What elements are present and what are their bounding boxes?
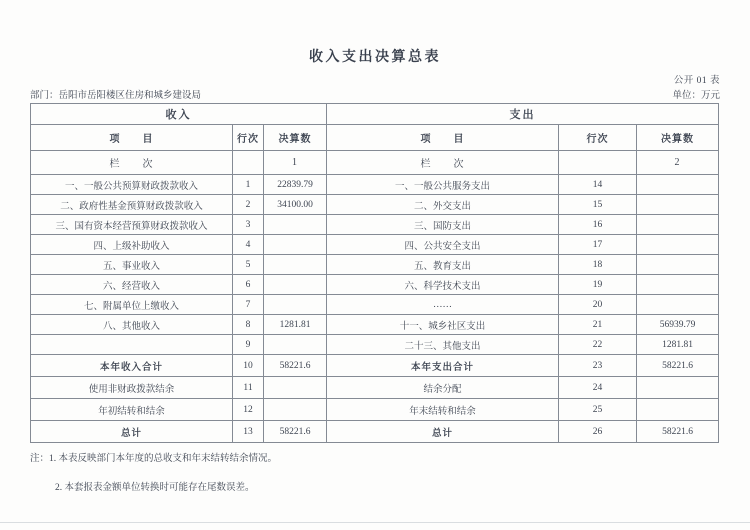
expense-line-header: 行次 xyxy=(559,125,637,151)
income-amount: 22839.79 xyxy=(264,175,327,195)
income-item: 四、上级补助收入 xyxy=(31,235,233,255)
income-amount xyxy=(264,215,327,235)
income-item: 五、事业收入 xyxy=(31,255,233,275)
table-row xyxy=(31,335,719,355)
expense-item: 十一、城乡社区支出 xyxy=(327,315,559,335)
expense-amount-header: 决算数 xyxy=(637,125,719,151)
table-row xyxy=(31,195,719,215)
expense-item: 本年支出合计 xyxy=(327,355,559,377)
income-amount: 1281.81 xyxy=(264,315,327,335)
expense-lanci-blank xyxy=(559,151,637,175)
grand-total-row xyxy=(31,421,719,443)
income-section-header: 收入 xyxy=(31,104,327,125)
income-line-no: 13 xyxy=(233,421,264,443)
income-line-no: 10 xyxy=(233,355,264,377)
income-line-no: 12 xyxy=(233,399,264,421)
income-item: 六、经营收入 xyxy=(31,275,233,295)
expense-item: 一、一般公共服务支出 xyxy=(327,175,559,195)
expense-item: 结余分配 xyxy=(327,377,559,399)
unit-label: 单位：万元 xyxy=(672,91,720,101)
table-row xyxy=(31,315,719,335)
expense-item: 二十三、其他支出 xyxy=(327,335,559,355)
table-row xyxy=(31,255,719,275)
expense-amount: 58221.6 xyxy=(637,355,719,377)
expense-amount xyxy=(637,195,719,215)
income-amount xyxy=(264,335,327,355)
income-amount xyxy=(264,295,327,315)
income-line-no: 2 xyxy=(233,195,264,215)
section-header-row xyxy=(31,104,719,125)
column-number-row xyxy=(31,151,719,175)
expense-column-number: 2 xyxy=(637,151,719,175)
expense-line-no: 17 xyxy=(559,235,637,255)
expense-line-no: 23 xyxy=(559,355,637,377)
income-item xyxy=(31,335,233,355)
income-line-header: 行次 xyxy=(233,125,264,151)
income-item: 七、附属单位上缴收入 xyxy=(31,295,233,315)
income-lanci-label: 栏 次 xyxy=(31,151,233,175)
department-label: 部门：岳阳市岳阳楼区住房和城乡建设局 xyxy=(30,91,202,101)
income-amount-header: 决算数 xyxy=(264,125,327,151)
income-line-no: 7 xyxy=(233,295,264,315)
income-item-header: 项 目 xyxy=(31,125,233,151)
income-line-no: 4 xyxy=(233,235,264,255)
expense-line-no: 20 xyxy=(559,295,637,315)
footnote-1: 注：1. 本表反映部门本年度的总收支和年末结转结余情况。 xyxy=(30,454,278,464)
expense-item-header: 项 目 xyxy=(327,125,559,151)
table-row xyxy=(31,399,719,421)
income-amount xyxy=(264,235,327,255)
income-line-no: 6 xyxy=(233,275,264,295)
income-line-no: 5 xyxy=(233,255,264,275)
expense-amount: 58221.6 xyxy=(637,421,719,443)
table-row xyxy=(31,377,719,399)
income-line-no: 3 xyxy=(233,215,264,235)
expense-item: 三、国防支出 xyxy=(327,215,559,235)
expense-line-no: 21 xyxy=(559,315,637,335)
income-line-no: 11 xyxy=(233,377,264,399)
expense-amount xyxy=(637,295,719,315)
scanner-edge-artifact xyxy=(0,522,750,523)
expense-amount xyxy=(637,175,719,195)
income-line-no: 1 xyxy=(233,175,264,195)
expense-amount xyxy=(637,215,719,235)
income-amount: 58221.6 xyxy=(264,421,327,443)
income-amount: 58221.6 xyxy=(264,355,327,377)
income-item: 三、国有资本经营预算财政拨款收入 xyxy=(31,215,233,235)
expense-line-no: 25 xyxy=(559,399,637,421)
expense-item: …… xyxy=(327,295,559,315)
expense-amount xyxy=(637,235,719,255)
table-row xyxy=(31,275,719,295)
table-row xyxy=(31,215,719,235)
expense-line-no: 16 xyxy=(559,215,637,235)
income-line-no: 8 xyxy=(233,315,264,335)
income-amount: 34100.00 xyxy=(264,195,327,215)
expense-line-no: 18 xyxy=(559,255,637,275)
income-column-number: 1 xyxy=(264,151,327,175)
expense-amount xyxy=(637,275,719,295)
expense-line-no: 19 xyxy=(559,275,637,295)
expense-amount xyxy=(637,255,719,275)
table-row xyxy=(31,295,719,315)
expense-line-no: 22 xyxy=(559,335,637,355)
column-header-row xyxy=(31,125,719,151)
expense-item: 总计 xyxy=(327,421,559,443)
income-lanci-blank xyxy=(233,151,264,175)
income-item: 一、一般公共预算财政拨款收入 xyxy=(31,175,233,195)
annual-total-row xyxy=(31,355,719,377)
expense-line-no: 14 xyxy=(559,175,637,195)
income-amount xyxy=(264,377,327,399)
income-item: 二、政府性基金预算财政拨款收入 xyxy=(31,195,233,215)
expense-amount xyxy=(637,377,719,399)
meta-row xyxy=(30,87,720,101)
expense-item: 二、外交支出 xyxy=(327,195,559,215)
income-item: 总计 xyxy=(31,421,233,443)
expense-item: 六、科学技术支出 xyxy=(327,275,559,295)
table-row xyxy=(31,235,719,255)
expense-section-header: 支出 xyxy=(327,104,719,125)
expense-amount: 1281.81 xyxy=(637,335,719,355)
income-item: 本年收入合计 xyxy=(31,355,233,377)
footnote-2: 2. 本套报表金额单位转换时可能存在尾数误差。 xyxy=(55,483,255,493)
income-item: 年初结转和结余 xyxy=(31,399,233,421)
expense-amount xyxy=(637,399,719,421)
income-amount xyxy=(264,275,327,295)
expense-lanci-label: 栏 次 xyxy=(327,151,559,175)
footnotes xyxy=(30,450,750,493)
expense-line-no: 15 xyxy=(559,195,637,215)
expense-item: 年末结转和结余 xyxy=(327,399,559,421)
page-title: 收入支出决算总表 xyxy=(309,50,441,65)
form-code-label: 公开 01 表 xyxy=(673,76,720,86)
table-row xyxy=(31,175,719,195)
income-line-no: 9 xyxy=(233,335,264,355)
final-accounts-table xyxy=(30,103,719,443)
income-amount xyxy=(264,255,327,275)
expense-item: 五、教育支出 xyxy=(327,255,559,275)
expense-line-no: 24 xyxy=(559,377,637,399)
income-item: 八、其他收入 xyxy=(31,315,233,335)
expense-item: 四、公共安全支出 xyxy=(327,235,559,255)
income-amount xyxy=(264,399,327,421)
expense-amount: 56939.79 xyxy=(637,315,719,335)
expense-line-no: 26 xyxy=(559,421,637,443)
income-item: 使用非财政拨款结余 xyxy=(31,377,233,399)
